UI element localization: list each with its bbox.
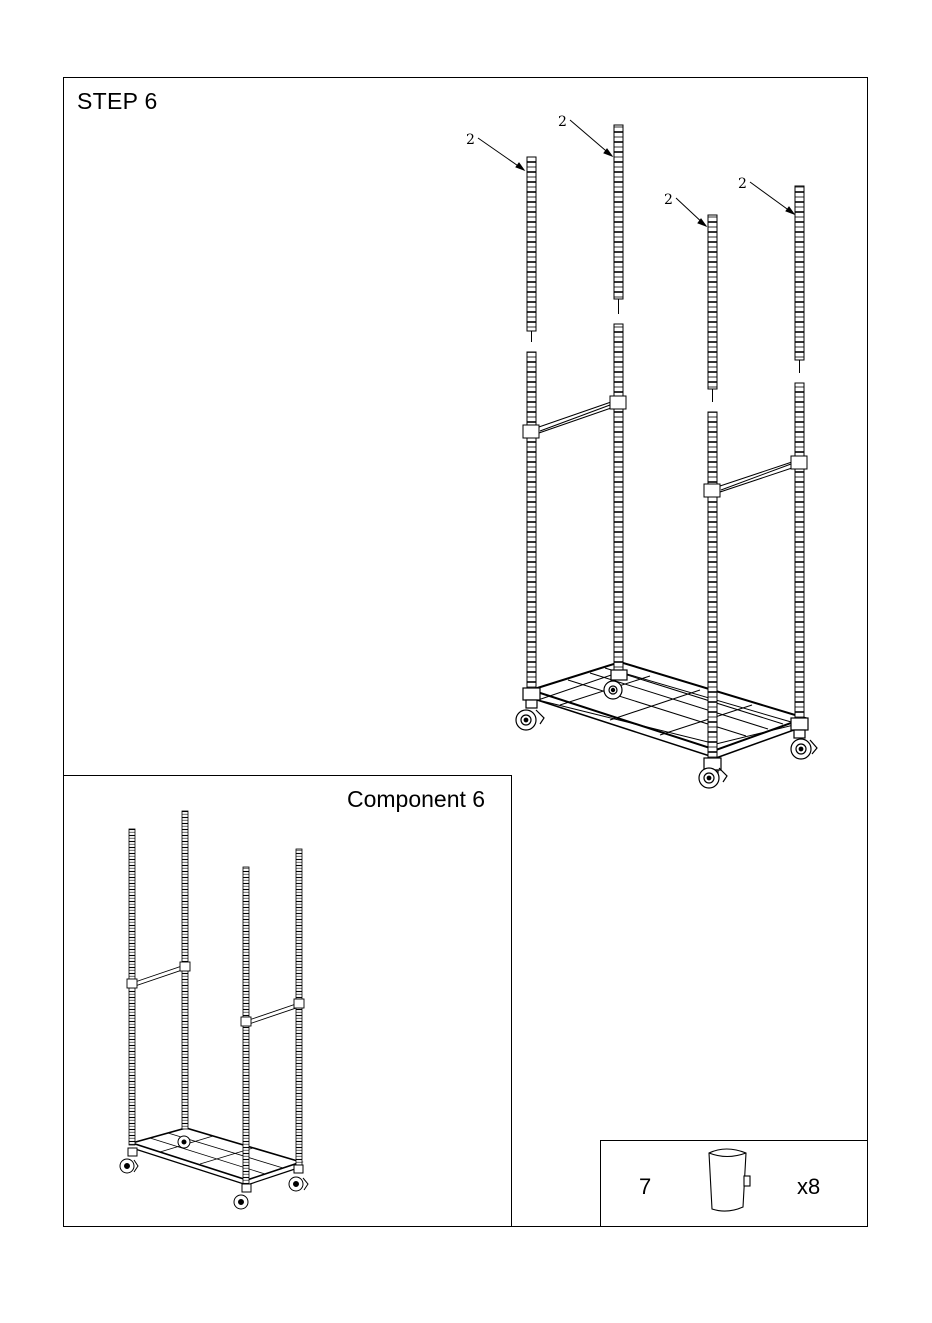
upper-pole-3 (708, 215, 717, 402)
callout-label-2: 2 (558, 114, 567, 130)
step-title: STEP 6 (77, 88, 158, 114)
lower-pole-back-left (614, 324, 623, 670)
lower-pole-back-right (795, 383, 804, 721)
wire-shelf (531, 662, 805, 758)
callout-label-3: 2 (664, 192, 673, 208)
side-bar-left (523, 396, 626, 438)
component-shelf (132, 1128, 301, 1185)
lower-pole-front-left (527, 352, 536, 688)
component-title: Component 6 (347, 786, 486, 812)
component-side-bar-left (127, 962, 190, 988)
callout-label-4: 2 (738, 176, 747, 192)
caster-front-left (516, 688, 544, 730)
component-assembly (120, 811, 308, 1209)
callout-label-1: 2 (466, 132, 475, 148)
lower-pole-front-right (708, 412, 717, 760)
part-quantity: x8 (797, 1174, 821, 1199)
component-side-bar-right (241, 999, 304, 1026)
callout-leaders (478, 120, 794, 226)
caster-back-right (791, 718, 817, 759)
caster-front-right (699, 758, 727, 788)
upper-pole-2 (614, 125, 623, 314)
upper-pole-4 (795, 186, 804, 373)
upper-pole-1 (527, 157, 536, 342)
main-assembly (466, 114, 817, 788)
part-number: 7 (639, 1174, 652, 1199)
side-bar-right (704, 456, 807, 497)
sleeve-clip-icon (709, 1149, 750, 1211)
